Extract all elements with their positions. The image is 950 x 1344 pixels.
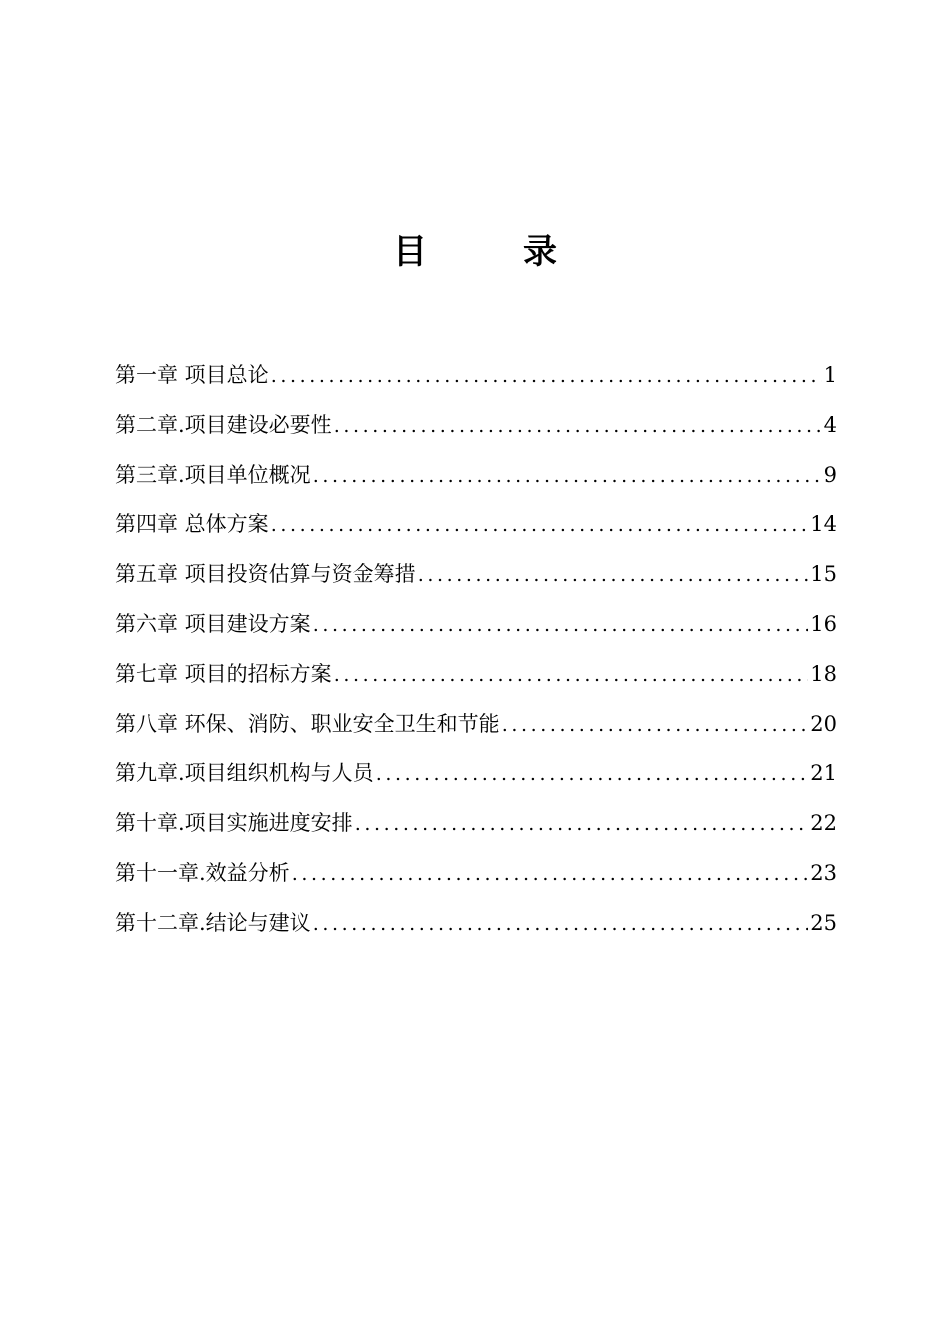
toc-entry-chapter-8[interactable]	[115, 704, 837, 754]
toc-page-number: 4	[823, 412, 837, 437]
toc-leader-dots	[271, 505, 809, 545]
toc-leader-dots	[271, 356, 822, 396]
toc-entry-label: 第十一章.效益分析	[115, 860, 290, 885]
toc-entry-label: 第四章 总体方案	[115, 512, 269, 537]
toc-leader-dots	[418, 555, 809, 595]
toc-page-number: 23	[810, 860, 837, 885]
toc-leader-dots	[313, 456, 822, 496]
toc-entry-chapter-5[interactable]	[115, 554, 837, 604]
toc-entry-chapter-6[interactable]	[115, 604, 837, 654]
toc-leader-dots	[376, 754, 809, 794]
toc-entry-label: 第八章 环保、消防、职业安全卫生和节能	[115, 711, 500, 736]
toc-title-char-1: 目	[393, 232, 427, 272]
toc-entry-label: 第一章 项目总论	[115, 363, 269, 387]
toc-entry-chapter-2[interactable]	[115, 405, 837, 455]
toc-entry-label: 第三章.项目单位概况	[115, 462, 311, 487]
toc-title	[0, 224, 950, 280]
toc-page-number: 15	[810, 562, 837, 587]
toc-page-number: 9	[823, 462, 837, 487]
toc-entry-chapter-3[interactable]	[115, 455, 837, 505]
toc-page-number: 25	[810, 910, 837, 935]
toc-entry-label: 第五章 项目投资估算与资金筹措	[115, 562, 416, 587]
toc-entry-chapter-9[interactable]	[115, 753, 837, 803]
toc-entry-label: 第九章.项目组织机构与人员	[115, 761, 374, 786]
toc-entry-chapter-7[interactable]	[115, 654, 837, 704]
toc-page-number: 20	[810, 711, 837, 736]
toc-leader-dots	[502, 705, 809, 745]
table-of-contents	[115, 355, 837, 953]
toc-page-number: 22	[810, 811, 837, 836]
toc-entry-label: 第十章.项目实施进度安排	[115, 811, 353, 836]
toc-page-number: 18	[810, 661, 837, 686]
toc-entry-chapter-11[interactable]	[115, 853, 837, 903]
toc-leader-dots	[313, 605, 809, 645]
toc-entry-chapter-1[interactable]	[115, 355, 837, 405]
toc-leader-dots	[292, 854, 809, 894]
toc-title-char-2: 录	[523, 232, 557, 272]
toc-entry-chapter-10[interactable]	[115, 803, 837, 853]
toc-page-number: 21	[810, 761, 837, 786]
toc-entry-chapter-4[interactable]	[115, 504, 837, 554]
toc-entry-label: 第十二章.结论与建议	[115, 910, 311, 935]
toc-entry-label: 第七章 项目的招标方案	[115, 661, 332, 686]
toc-page-number: 16	[810, 611, 837, 636]
toc-page-number: 14	[810, 512, 837, 537]
toc-leader-dots	[334, 655, 809, 695]
toc-entry-label: 第二章.项目建设必要性	[115, 412, 332, 437]
toc-entry-label: 第六章 项目建设方案	[115, 611, 311, 636]
toc-leader-dots	[313, 904, 809, 944]
toc-page-number: 1	[823, 363, 837, 387]
toc-leader-dots	[355, 804, 809, 844]
toc-leader-dots	[334, 406, 822, 446]
toc-entry-chapter-12[interactable]	[115, 903, 837, 953]
